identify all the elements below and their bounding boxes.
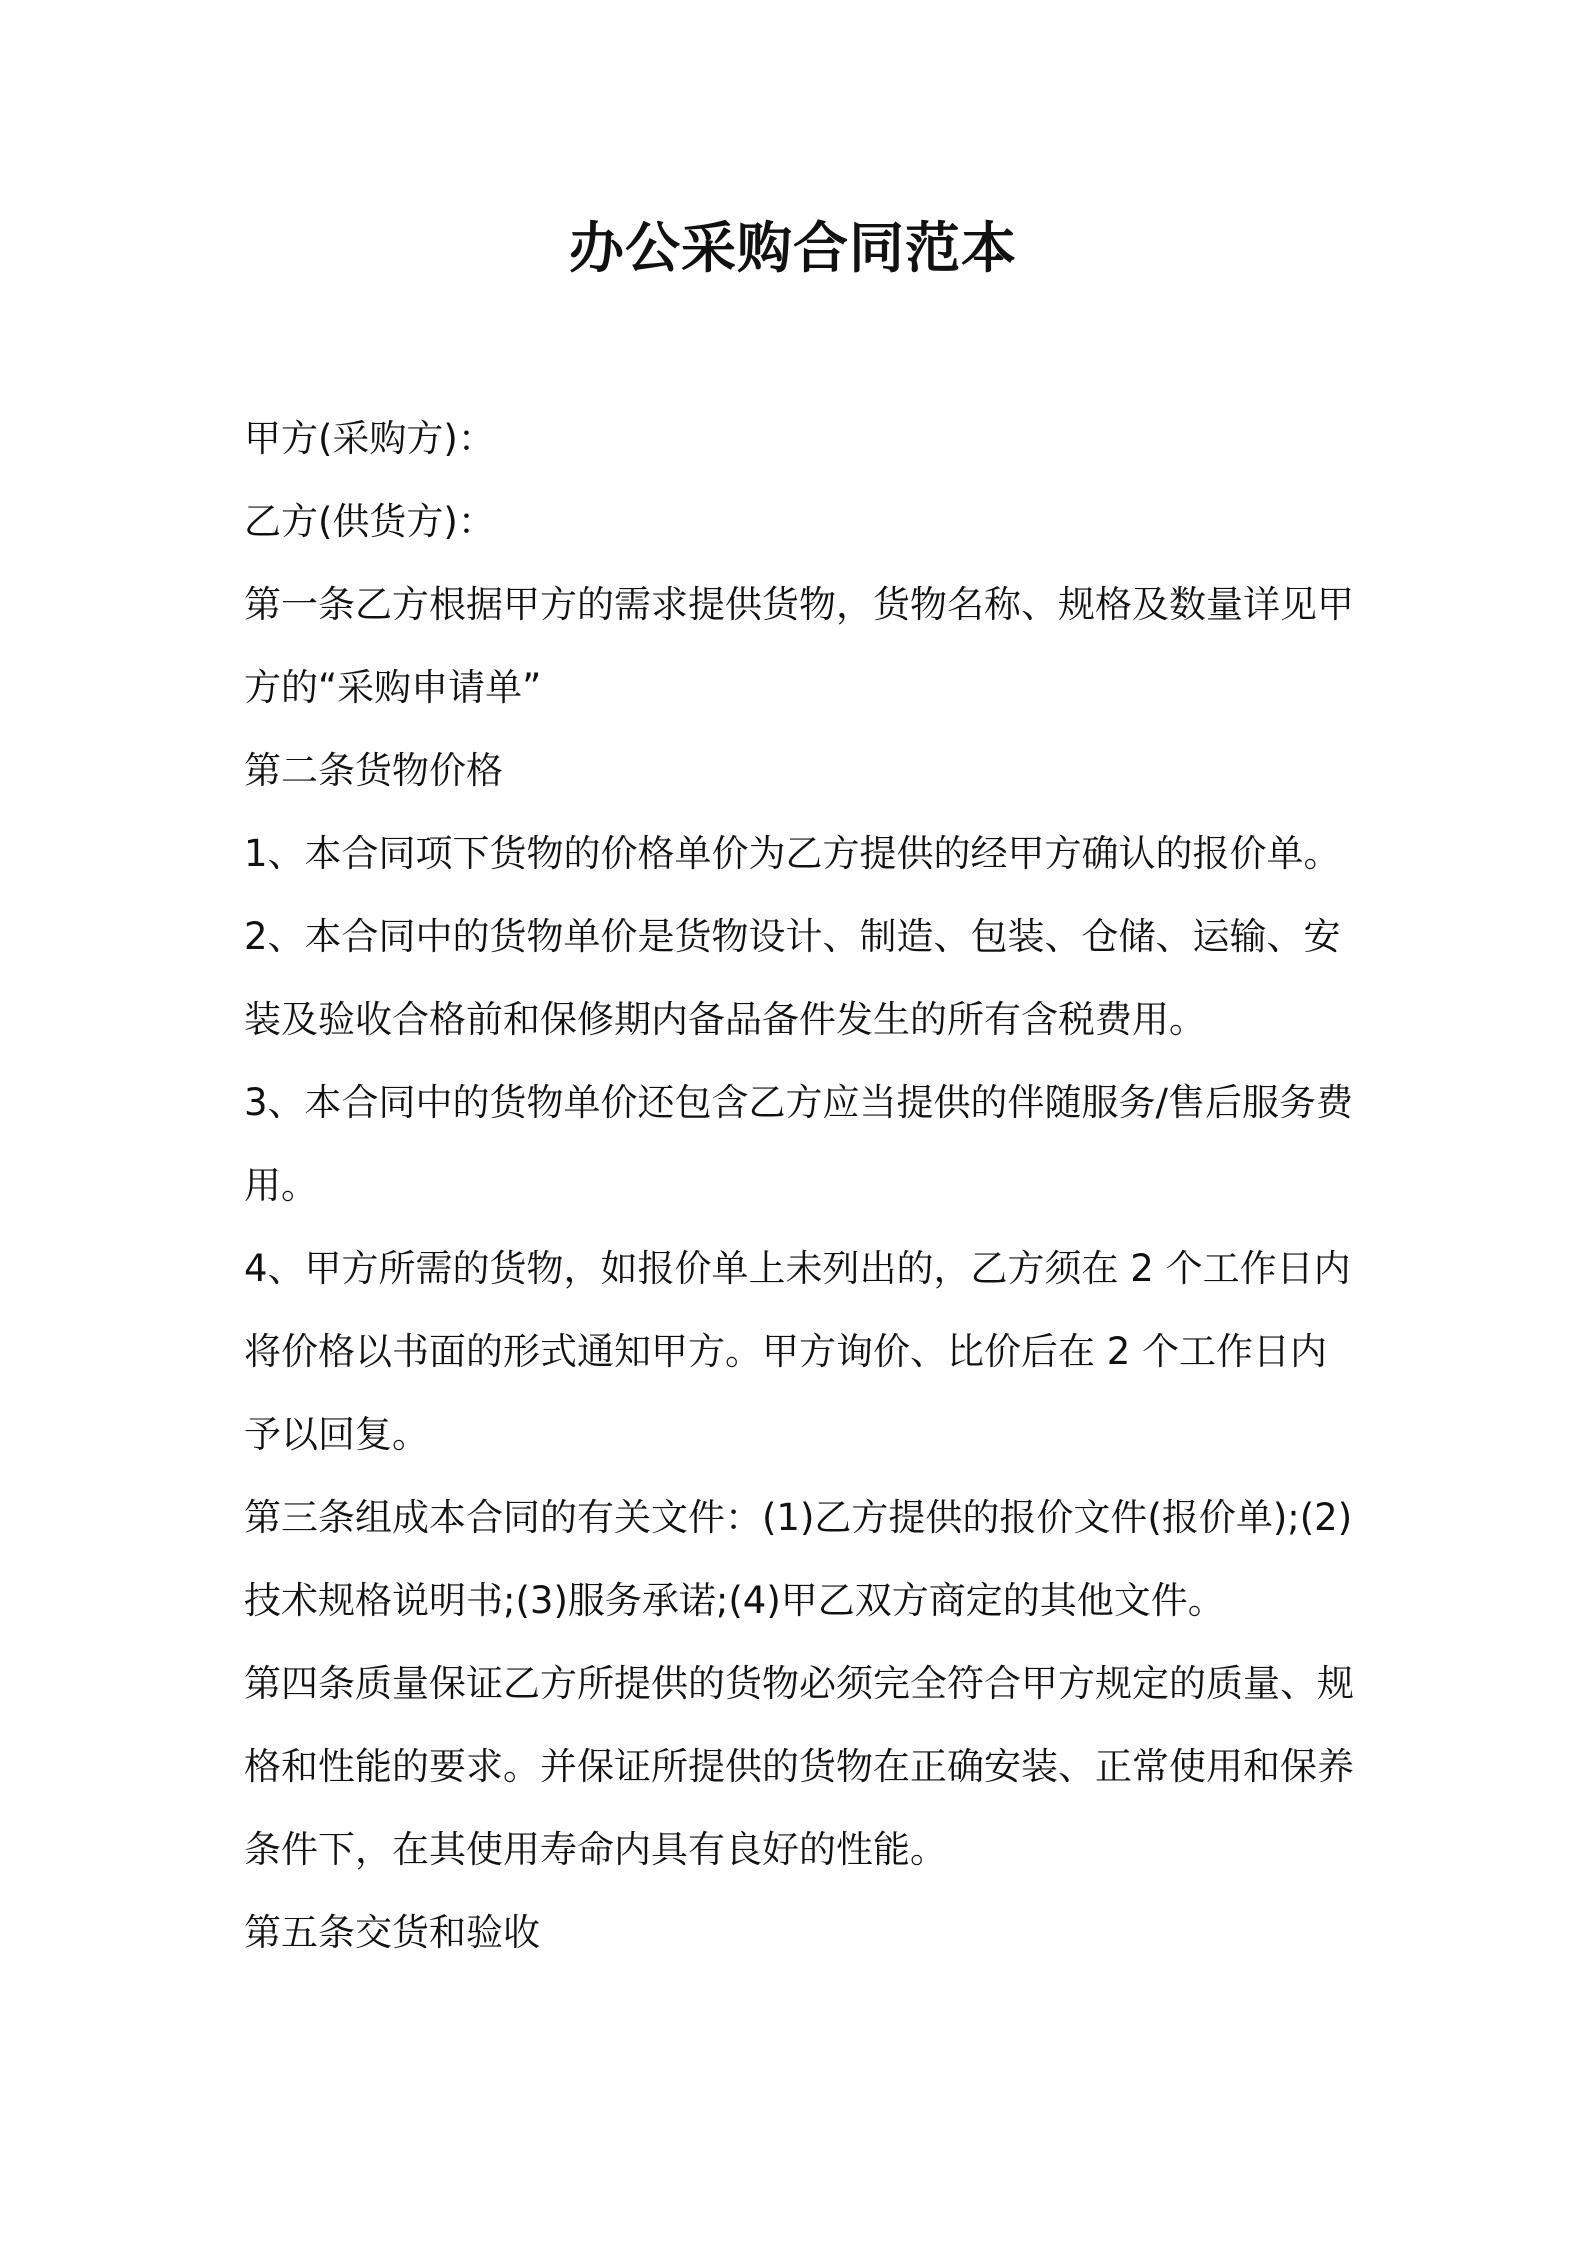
party-a-line: 甲方(采购方)： [244, 417, 495, 460]
article-1: 第一条乙方根据甲方的需求提供货物，货物名称、规格及数量详见甲方的“采购申请单” [244, 583, 1354, 709]
article-2-item-2: 2、本合同中的货物单价是货物设计、制造、包装、仓储、运输、安装及验收合格前和保修期内备品备件发生的所有含税费用。 [244, 915, 1341, 1041]
article-3: 第三条组成本合同的有关文件：(1)乙方提供的报价文件(报价单);(2)技术规格说明书;(3)服务承诺;(4)甲乙双方商定的其他文件。 [244, 1496, 1353, 1622]
article-2-item-1: 1、本合同项下货物的价格单价为乙方提供的经甲方确认的报价单。 [244, 832, 1341, 875]
document-body [244, 397, 1354, 1974]
document-title: 办公采购合同范本 [568, 216, 1017, 280]
article-5-heading: 第五条交货和验收 [244, 1911, 540, 1954]
article-2-item-3: 3、本合同中的货物单价还包含乙方应当提供的伴随服务/售后服务费用。 [244, 1081, 1354, 1207]
article-4: 第四条质量保证乙方所提供的货物必须完全符合甲方规定的质量、规格和性能的要求。并保证所提供的货物在正确安装、正常使用和保养条件下，在其使用寿命内具有良好的性能。 [244, 1662, 1354, 1871]
party-b-line: 乙方(供货方)： [244, 500, 495, 543]
article-2-heading: 第二条货物价格 [244, 749, 503, 792]
article-2-item-4: 4、甲方所需的货物，如报价单上未列出的，乙方须在 2 个工作日内将价格以书面的形式通知甲方。甲方询价、比价后在 2 个工作日内予以回复。 [244, 1247, 1351, 1456]
